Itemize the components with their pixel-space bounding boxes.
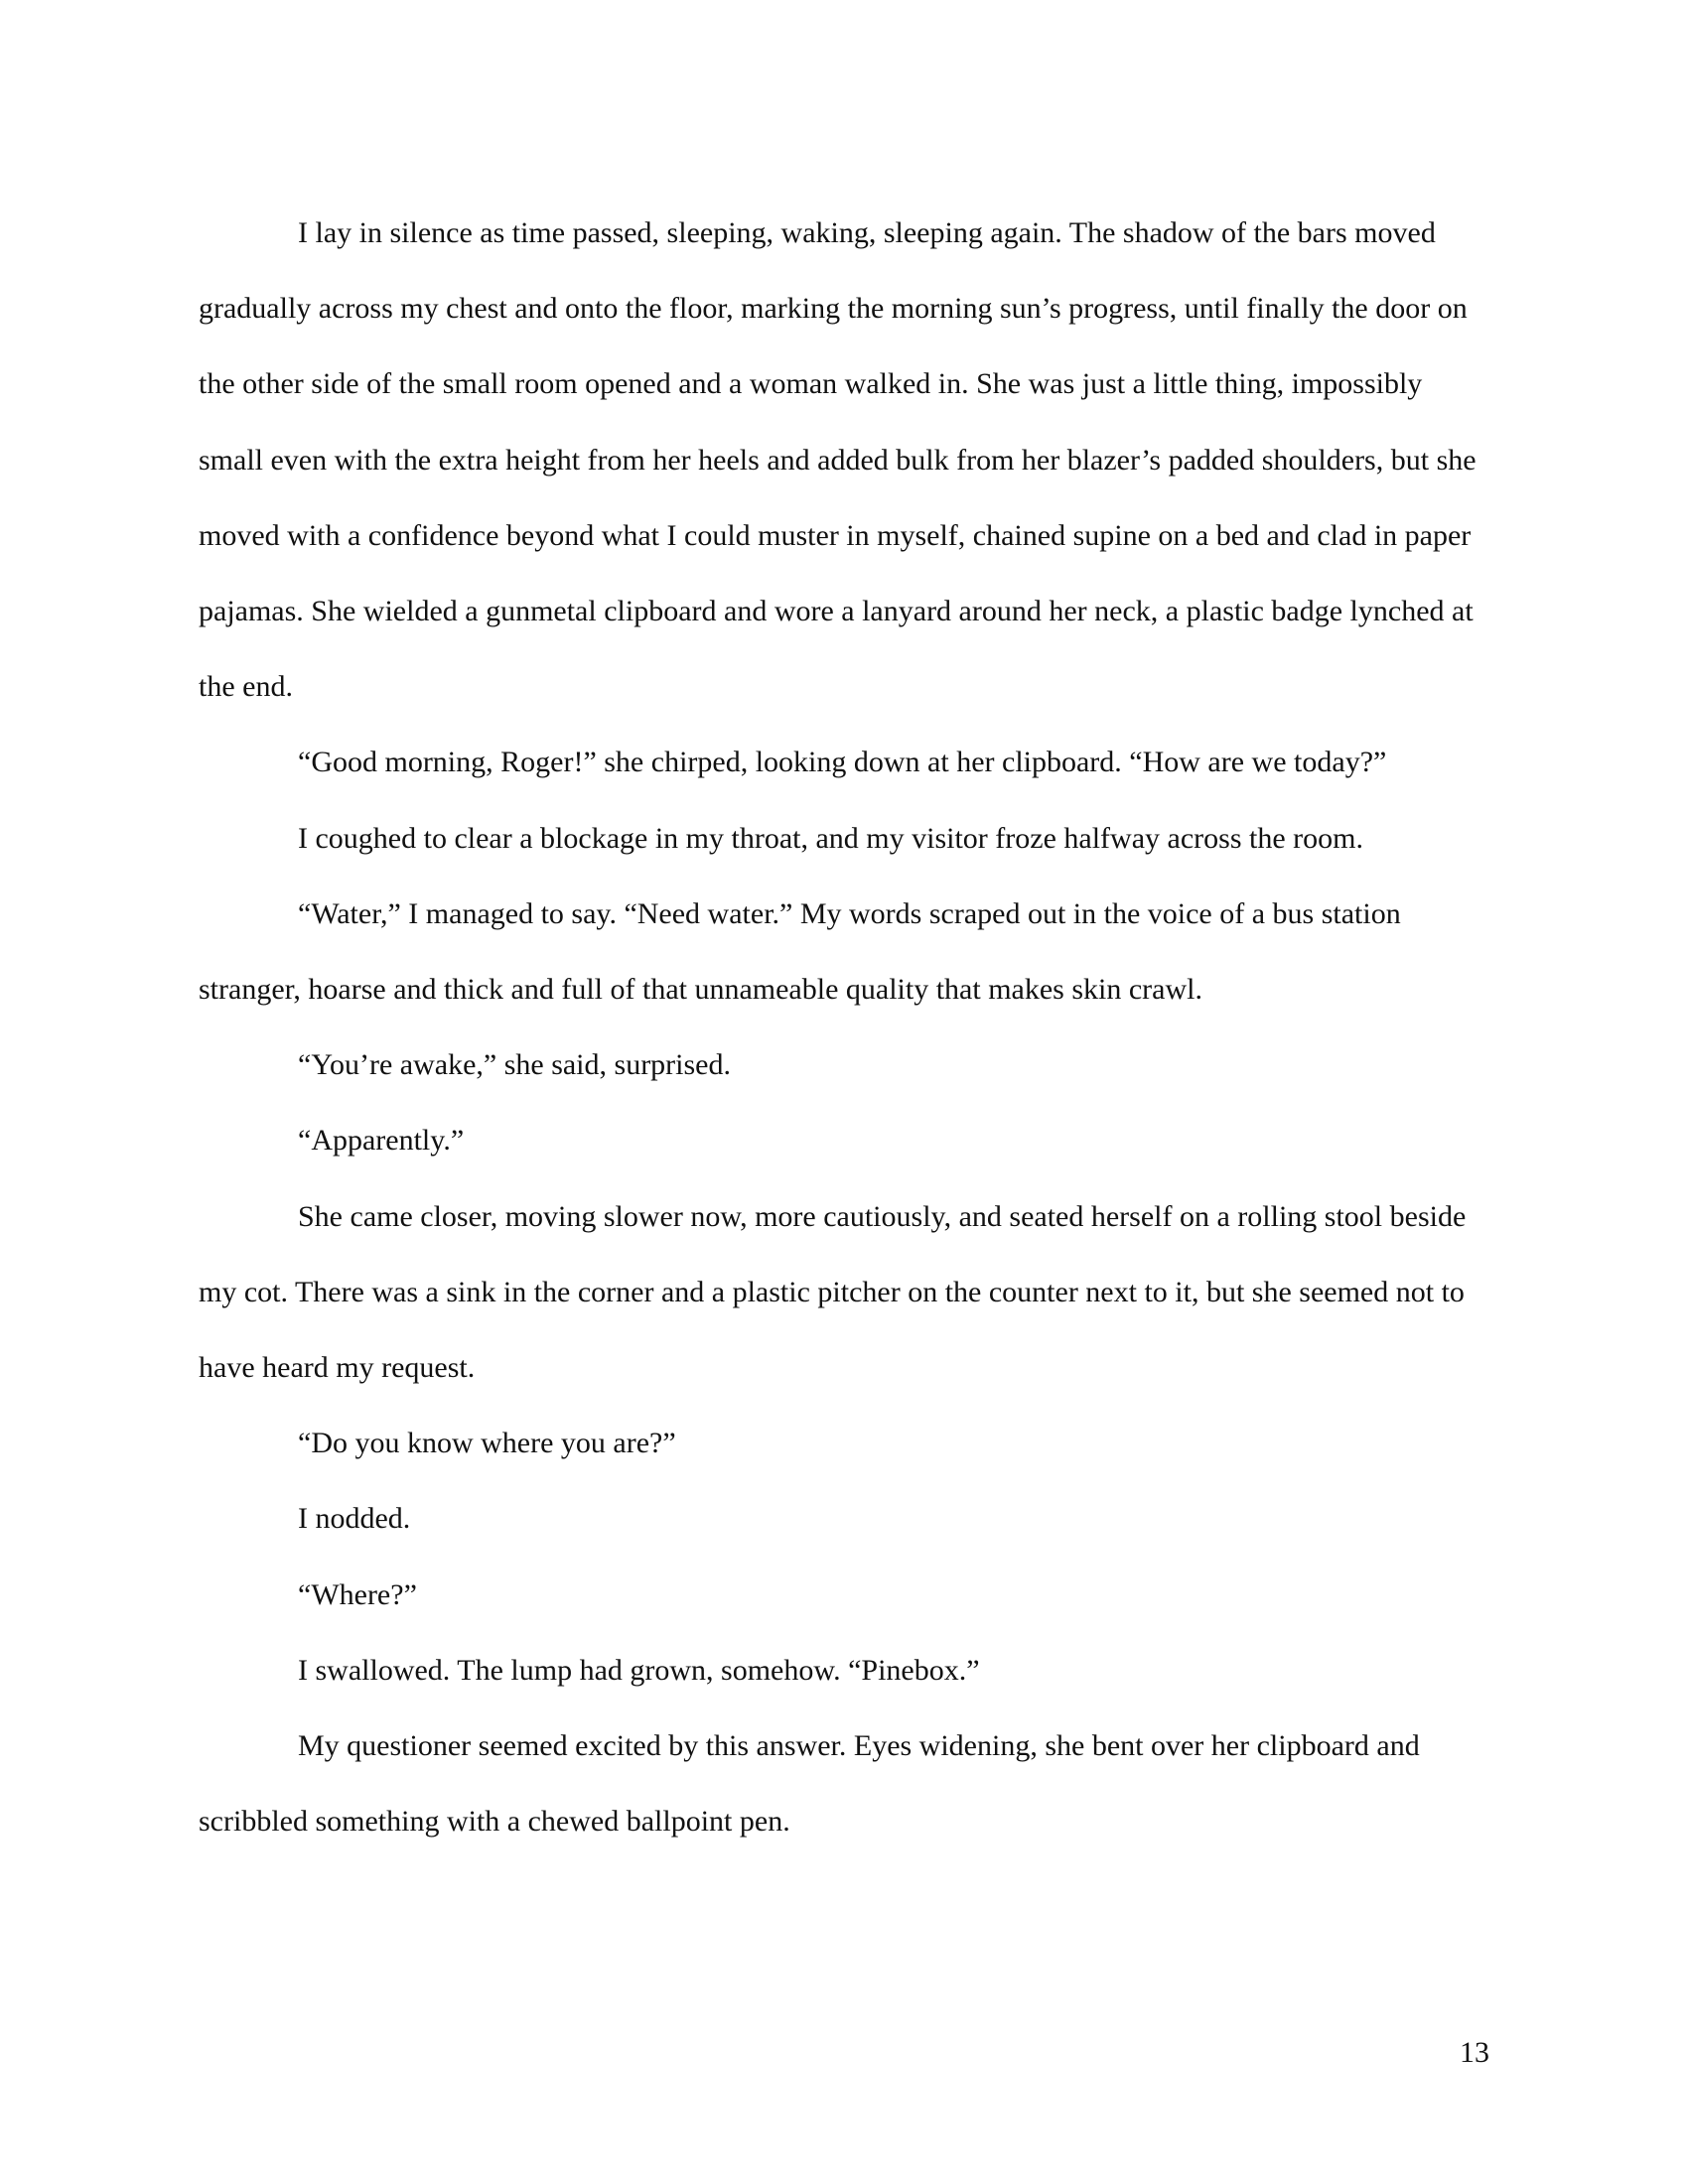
page-number: 13 [1460, 2036, 1489, 2069]
paragraph: “Apparently.” [298, 1124, 465, 1158]
paragraph: I lay in silence as time passed, sleeping, waking, sleeping again. The shadow of the bars moved gradually across my chest and onto the floor, marking the morning sun’s progress, until finally the door on the other side of the small room opened and a woman walked in. She was just a little thing, impossibly small even with the extra height from her heels and added bulk from her blazer’s padded shoulders, but she moved with a confidence beyond what I could muster in myself, chained supine on a bed and clad in paper pajamas. She wielded a gunmetal clipboard and wore a lanyard around her neck, a plastic badge lynched at the end. [199, 216, 1477, 704]
body-text [199, 196, 1489, 1859]
paragraph: “You’re awake,” she said, surprised. [298, 1048, 731, 1082]
paragraph: I coughed to clear a blockage in my throat, and my visitor froze halfway across the room. [298, 821, 1363, 855]
paragraph: I nodded. [298, 1502, 411, 1536]
paragraph: “Water,” I managed to say. “Need water.” My words scraped out in the voice of a bus station stranger, hoarse and thick and full of that unnameable quality that makes skin crawl. [199, 896, 1401, 1007]
paragraph: She came closer, moving slower now, more cautiously, and seated herself on a rolling stool beside my cot. There was a sink in the corner and a plastic pitcher on the counter next to it, but she seemed not to have heard my request. [199, 1199, 1467, 1385]
paragraph: My questioner seemed excited by this answer. Eyes widening, she bent over her clipboard and scribbled something with a chewed ballpoint pen. [199, 1729, 1420, 1839]
paragraph: “Good morning, Roger!” she chirped, looking down at her clipboard. “How are we today?” [298, 746, 1387, 779]
paragraph: I swallowed. The lump had grown, somehow. “Pinebox.” [298, 1653, 980, 1687]
paragraph: “Where?” [298, 1577, 417, 1611]
paragraph: “Do you know where you are?” [298, 1427, 676, 1460]
